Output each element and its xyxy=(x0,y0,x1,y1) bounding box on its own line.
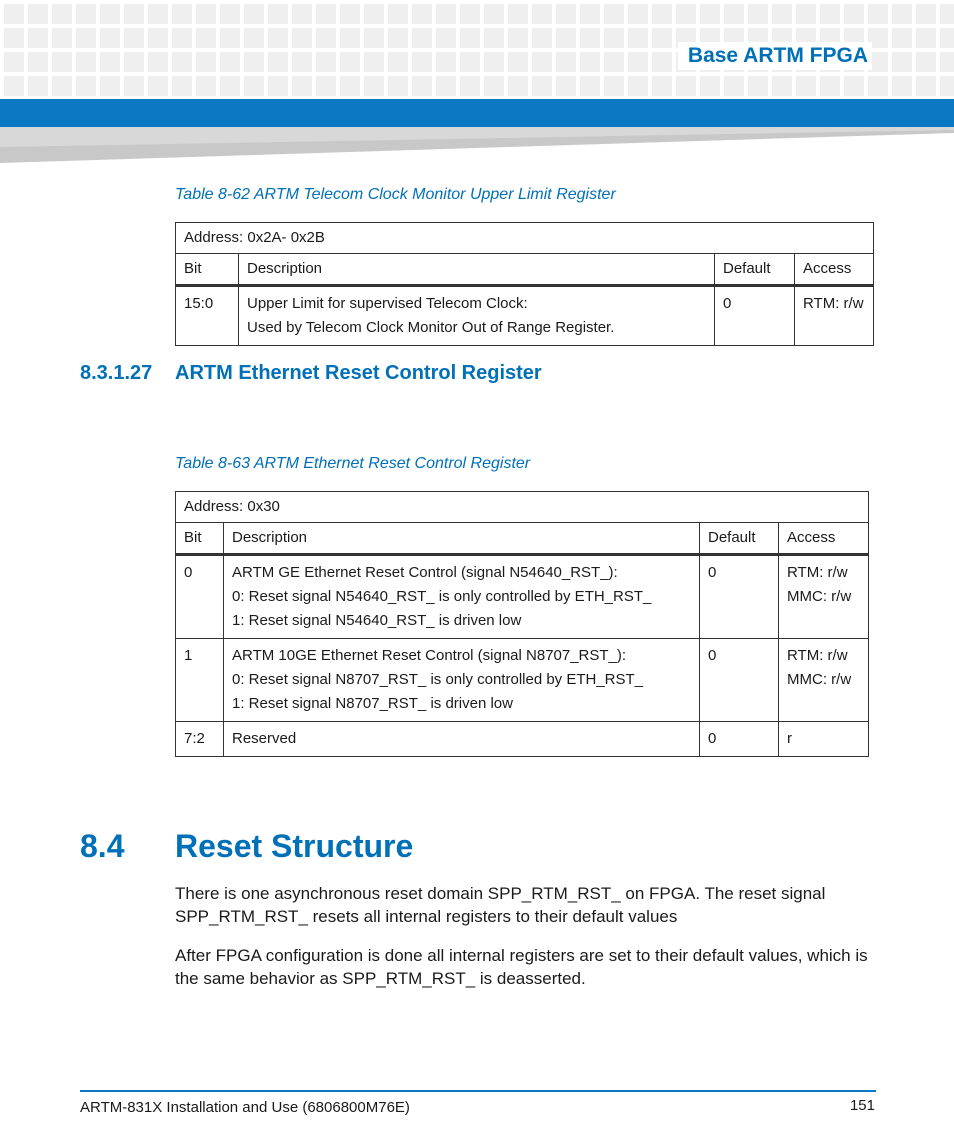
table-63 xyxy=(175,491,869,757)
table-row xyxy=(176,223,874,254)
description-cell xyxy=(239,286,715,346)
description-line: ARTM 10GE Ethernet Reset Control (signal N8707_RST_): xyxy=(232,647,627,664)
description-line: 1: Reset signal N54640_RST_ is driven low xyxy=(232,612,522,629)
page-number: 151 xyxy=(849,1097,875,1114)
table-header-row xyxy=(176,523,869,555)
description-line: 0: Reset signal N54640_RST_ is only controlled by ETH_RST_ xyxy=(232,588,652,605)
column-header: Default xyxy=(715,254,795,286)
description-line: Used by Telecom Clock Monitor Out of Range Register. xyxy=(247,319,615,336)
default-cell: 0 xyxy=(700,722,779,757)
table-62 xyxy=(175,222,874,346)
table-63-caption: Table 8-63 ARTM Ethernet Reset Control Register xyxy=(175,455,531,472)
description-line: 0: Reset signal N8707_RST_ is only controlled by ETH_RST_ xyxy=(232,671,644,688)
table-row xyxy=(176,639,869,722)
footer-document-title: ARTM-831X Installation and Use (6806800M76E) xyxy=(80,1099,410,1116)
table-row xyxy=(176,286,874,346)
access-cell xyxy=(779,639,869,722)
default-cell: 0 xyxy=(700,555,779,639)
body-paragraph: After FPGA configuration is done all internal registers are set to their default values, which is the same behavior as SPP_RTM_RST_ is deasserted. xyxy=(175,946,868,988)
access-cell xyxy=(779,722,869,757)
description-line: 1: Reset signal N8707_RST_ is driven low xyxy=(232,695,513,712)
header-swoosh xyxy=(0,127,954,163)
description-line: Reserved xyxy=(232,730,297,747)
section-title: ARTM Ethernet Reset Control Register xyxy=(175,362,542,384)
description-cell xyxy=(224,555,700,639)
column-header: Description xyxy=(239,254,715,286)
column-header: Access xyxy=(779,523,869,555)
access-line: MMC: r/w xyxy=(787,671,852,688)
table-row xyxy=(176,555,869,639)
table-62-caption: Table 8-62 ARTM Telecom Clock Monitor Upper Limit Register xyxy=(175,186,616,203)
section-number: 8.3.1.27 xyxy=(80,362,153,384)
address-cell: Address: 0x30 xyxy=(176,492,869,523)
footer-rule xyxy=(80,1090,876,1092)
address-cell: Address: 0x2A- 0x2B xyxy=(176,223,874,254)
access-line: RTM: r/w xyxy=(787,647,848,664)
description-cell xyxy=(224,639,700,722)
table-row xyxy=(176,492,869,523)
column-header: Bit xyxy=(176,523,224,555)
access-cell xyxy=(795,286,874,346)
table-header-row xyxy=(176,254,874,286)
heading-number: 8.4 xyxy=(80,828,125,864)
column-header: Bit xyxy=(176,254,239,286)
access-line: RTM: r/w xyxy=(787,564,848,581)
access-cell xyxy=(779,555,869,639)
bit-cell: 1 xyxy=(176,639,224,722)
default-cell: 0 xyxy=(715,286,795,346)
heading-title: Reset Structure xyxy=(175,828,414,864)
header-title: Base ARTM FPGA xyxy=(678,42,872,70)
bit-cell: 7:2 xyxy=(176,722,224,757)
access-line: r xyxy=(787,730,792,747)
access-line: RTM: r/w xyxy=(803,295,864,312)
description-line: ARTM GE Ethernet Reset Control (signal N54640_RST_): xyxy=(232,564,618,581)
table-row xyxy=(176,722,869,757)
access-line: MMC: r/w xyxy=(787,588,852,605)
default-cell: 0 xyxy=(700,639,779,722)
description-cell xyxy=(224,722,700,757)
column-header: Access xyxy=(795,254,874,286)
bit-cell: 0 xyxy=(176,555,224,639)
body-paragraph: There is one asynchronous reset domain SPP_RTM_RST_ on FPGA. The reset signal SPP_RTM_RST_ resets all internal registers to their default values xyxy=(175,884,826,926)
column-header: Description xyxy=(224,523,700,555)
column-header: Default xyxy=(700,523,779,555)
bit-cell: 15:0 xyxy=(176,286,239,346)
description-line: Upper Limit for supervised Telecom Clock: xyxy=(247,295,528,312)
header-band xyxy=(0,99,954,127)
